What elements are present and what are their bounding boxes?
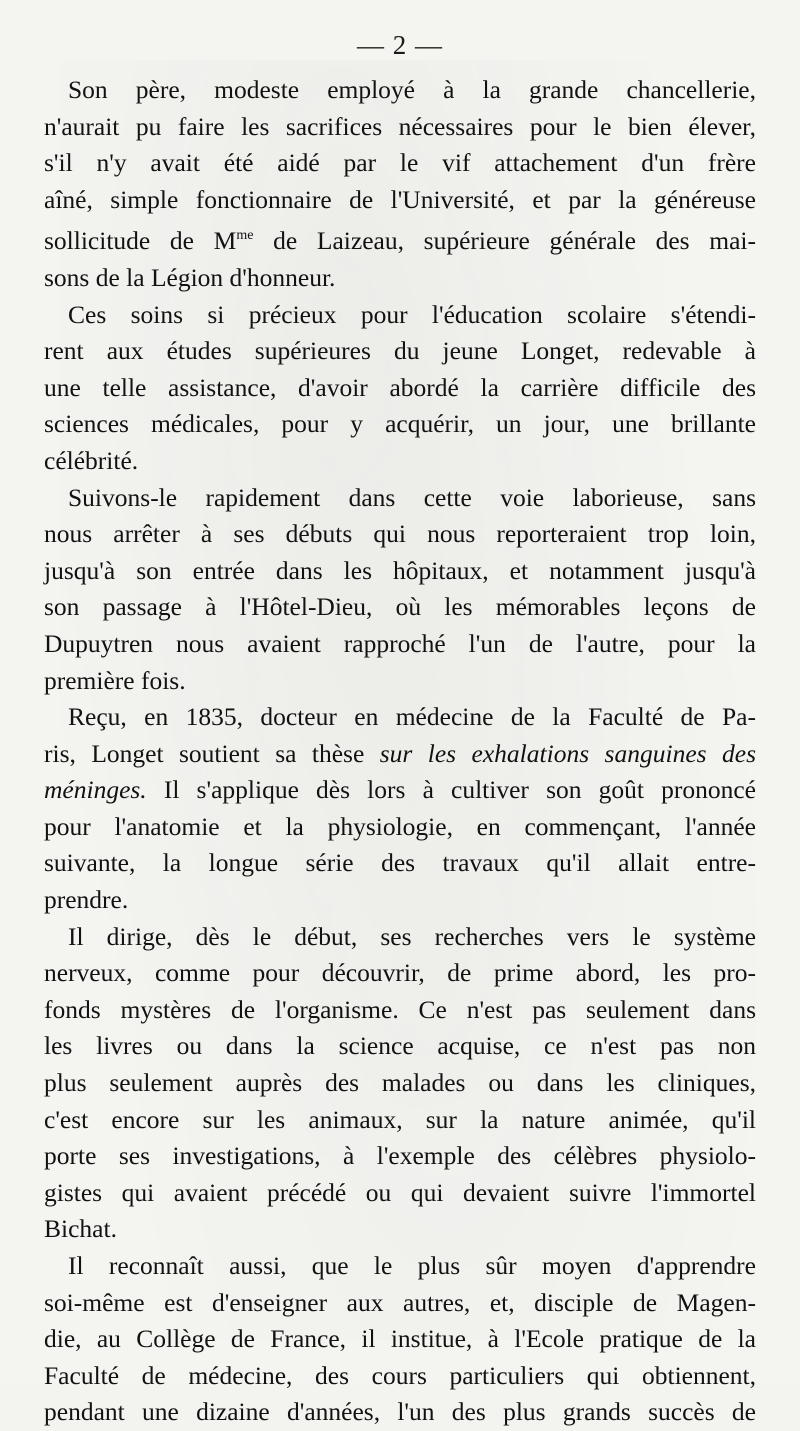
text-line: die, au Collège de France, il institue, à l'Ecole pratique de la <box>44 1324 756 1354</box>
text-line: s'il n'y avait été aidé par le vif attachement d'un frère <box>44 148 756 178</box>
text-fragment: sollicitude de M <box>44 226 237 256</box>
text-line: célébrité. <box>44 445 139 475</box>
text-line: les livres ou dans la science acquise, ce n'est pas non <box>44 1031 756 1061</box>
thesis-title-italic-end: méninges. <box>44 775 147 805</box>
text-line: c'est encore sur les animaux, sur la nature animée, qu'il <box>44 1104 756 1134</box>
text-fragment: Il s'applique dès lors à cultiver son goût prononcé <box>146 775 756 805</box>
text-line: suivante, la longue série des travaux qu'il allait entre- <box>44 848 756 878</box>
text-line: soi-même est d'enseigner aux autres, et, disciple de Magen- <box>44 1287 756 1317</box>
text-line: gistes qui avaient précédé ou qui devaient suivre l'immortel <box>44 1177 756 1207</box>
text-line: Son père, modeste employé à la grande chancellerie, <box>68 75 756 104</box>
text-line: prendre. <box>44 885 129 915</box>
thesis-title-italic: sur les exhalations sanguines des <box>379 738 756 768</box>
text-line: Ces soins si précieux pour l'éducation scolaire s'étendi- <box>68 299 756 329</box>
paragraph-3 <box>44 480 756 700</box>
superscript-mme: me <box>236 228 254 244</box>
body-text <box>44 72 756 1431</box>
text-line: aîné, simple fonctionnaire de l'Université, et par la généreuse <box>44 184 756 214</box>
paragraph-2 <box>44 297 756 480</box>
text-line: son passage à l'Hôtel-Dieu, où les mémorables leçons de <box>44 592 756 622</box>
page-number: — 2 — <box>357 30 443 60</box>
text-line: pendant une dizaine d'années, l'un des plus grands succès de <box>44 1397 756 1427</box>
text-line: Suivons-le rapidement dans cette voie laborieuse, sans <box>68 482 756 512</box>
text-line: pour l'anatomie et la physiologie, en commençant, l'année <box>44 811 756 841</box>
text-line: fonds mystères de l'organisme. Ce n'est pas seulement dans <box>44 994 756 1024</box>
text-line <box>44 736 756 773</box>
text-line: Faculté de médecine, des cours particuliers qui obtiennent, <box>44 1360 756 1390</box>
text-line: une telle assistance, d'avoir abordé la carrière difficile des <box>44 372 756 402</box>
text-line: première fois. <box>44 665 186 695</box>
text-line: n'aurait pu faire les sacrifices nécessaires pour le bien élever, <box>44 111 756 141</box>
paragraph-5 <box>44 919 756 1248</box>
paragraph-6 <box>44 1248 756 1431</box>
paragraph-4 <box>44 699 756 919</box>
text-line: nous arrêter à ses débuts qui nous reporteraient trop loin, <box>44 519 756 549</box>
text-line: Dupuytren nous avaient rapproché l'un de l'autre, pour la <box>44 628 756 658</box>
text-fragment: de Laizeau, supérieure générale des mai- <box>253 226 756 256</box>
text-line: Il reconnaît aussi, que le plus sûr moyen d'apprendre <box>68 1251 756 1280</box>
text-line <box>44 218 756 260</box>
paragraph-1 <box>44 72 756 297</box>
text-line: plus seulement auprès des malades ou dans les cliniques, <box>44 1068 756 1098</box>
text-line: Il dirige, dès le début, ses recherches vers le système <box>68 921 756 951</box>
text-line: jusqu'à son entrée dans les hôpitaux, et notamment jusqu'à <box>44 555 756 585</box>
text-line: sciences médicales, pour y acquérir, un jour, une brillante <box>44 409 756 439</box>
text-line <box>44 772 756 809</box>
text-line: porte ses investigations, à l'exemple des célèbres physiolo- <box>44 1141 756 1171</box>
text-line: Bichat. <box>44 1214 117 1244</box>
text-line: sons de la Légion d'honneur. <box>44 262 336 292</box>
text-fragment: ris, Longet soutient sa thèse <box>44 738 365 768</box>
text-line: Reçu, en 1835, docteur en médecine de la Faculté de Pa- <box>68 702 756 732</box>
text-line: nerveux, comme pour découvrir, de prime abord, les pro- <box>44 958 756 988</box>
text-line: rent aux études supérieures du jeune Longet, redevable à <box>44 336 756 366</box>
